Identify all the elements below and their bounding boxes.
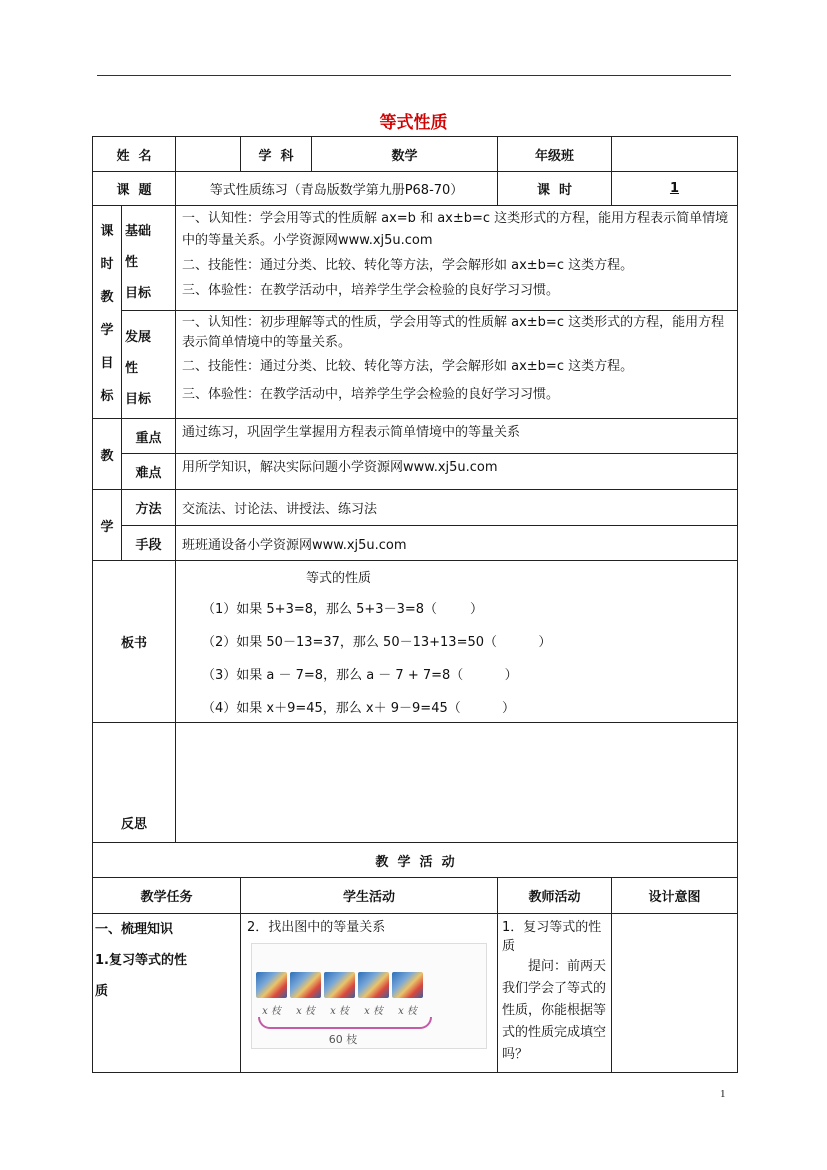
board-line: （2）如果 50－13=37，那么 50－13+13=50（ ） bbox=[202, 635, 552, 650]
teacher-activity-cell bbox=[498, 914, 612, 1073]
topic-label: 课 题 bbox=[93, 172, 176, 206]
pencil-count-label: x 枝 bbox=[364, 1006, 383, 1017]
objectives-label-char: 目 bbox=[100, 356, 114, 371]
basic-objective-item: 二、技能性：通过分类、比较、转化等方法，学会解形如 ax±b=c 这类方程。 bbox=[182, 258, 634, 273]
name-value bbox=[176, 137, 241, 172]
develop-label-line: 性 bbox=[125, 361, 139, 377]
grade-label: 年级班 bbox=[498, 137, 612, 172]
teacher-activity-text: 提问：前两天我们学会了等式的性质，你能根据等式的性质完成填空吗？ bbox=[502, 959, 607, 1062]
lesson-plan-table bbox=[92, 136, 738, 1073]
col-student-activity: 学生活动 bbox=[241, 878, 498, 914]
objectives-label-char: 标 bbox=[100, 389, 114, 404]
objectives-label-char: 课 bbox=[100, 224, 114, 239]
pencil-box-icon bbox=[324, 972, 355, 998]
period-value bbox=[612, 172, 738, 206]
pencil-count-label: x 枝 bbox=[262, 1006, 281, 1017]
difficulty-row bbox=[93, 454, 738, 490]
pencil-box-row bbox=[256, 972, 423, 998]
subject-label: 学 科 bbox=[241, 137, 312, 172]
method-label: 方法 bbox=[122, 490, 176, 526]
means-label: 手段 bbox=[122, 526, 176, 561]
page-number: 1 bbox=[720, 1088, 726, 1100]
basic-objective-label bbox=[122, 206, 176, 311]
col-design-intent: 设计意图 bbox=[612, 878, 738, 914]
reflection-row bbox=[93, 723, 738, 843]
student-activity-text: 2．找出图中的等量关系 bbox=[247, 920, 386, 935]
objectives-label-char: 教 bbox=[100, 290, 114, 305]
develop-objective-item: 三、体验性：在教学活动中，培养学生学会检验的良好学习习惯。 bbox=[182, 387, 560, 403]
board-line: （4）如果 x＋9=45，那么 x＋ 9－9=45（ ） bbox=[202, 701, 516, 716]
board-row bbox=[93, 561, 738, 723]
board-heading: 等式的性质 bbox=[306, 571, 372, 586]
basic-label-line: 性 bbox=[125, 254, 139, 270]
method-row bbox=[93, 490, 738, 526]
develop-objective-content bbox=[176, 311, 738, 419]
total-brace bbox=[258, 1017, 432, 1029]
pencil-count-label: x 枝 bbox=[330, 1006, 349, 1017]
col-teacher-activity: 教师活动 bbox=[498, 878, 612, 914]
task-cell bbox=[93, 914, 241, 1073]
header-row-1 bbox=[93, 137, 738, 172]
board-label: 板书 bbox=[93, 561, 176, 723]
develop-objective-label bbox=[122, 311, 176, 419]
basic-label-line: 基础 bbox=[125, 223, 152, 239]
topic-value: 等式性质练习（青岛版数学第九册P68-70） bbox=[176, 172, 498, 206]
period-label: 课 时 bbox=[498, 172, 612, 206]
difficulty-value: 用所学知识，解决实际问题小学资源网www.xj5u.com bbox=[176, 454, 738, 490]
basic-label-line: 目标 bbox=[125, 285, 152, 301]
pencil-count-labels bbox=[256, 1002, 423, 1017]
reflection-label: 反思 bbox=[93, 723, 176, 843]
name-label: 姓 名 bbox=[93, 137, 176, 172]
activities-header-row bbox=[93, 878, 738, 914]
activities-title-row bbox=[93, 843, 738, 878]
basic-objective-item: 一、认知性：学会用等式的性质解 ax=b 和 ax±b=c 这类形式的方程，能用方程表示简单情境中的等量关系。小学资源网www.xj5u.com bbox=[182, 211, 729, 248]
board-writing bbox=[176, 561, 737, 716]
difficulty-label: 难点 bbox=[122, 454, 176, 490]
grade-value bbox=[612, 137, 738, 172]
basic-objective-item: 三、体验性：在教学活动中，培养学生学会检验的良好学习习惯。 bbox=[182, 283, 560, 298]
board-line: （3）如果 a － 7=8，那么 a － 7 + 7=8（ ） bbox=[202, 668, 518, 683]
key-point-label: 重点 bbox=[122, 419, 176, 454]
pencil-count-label: x 枝 bbox=[398, 1006, 417, 1017]
pencil-box-icon bbox=[358, 972, 389, 998]
develop-label-line: 发展 bbox=[125, 330, 152, 346]
board-content bbox=[176, 561, 738, 723]
teaching-label-top: 教 bbox=[93, 419, 122, 490]
develop-label-line: 目标 bbox=[125, 392, 152, 408]
header-row-2 bbox=[93, 172, 738, 206]
pencil-count-label: x 枝 bbox=[296, 1006, 315, 1017]
means-row bbox=[93, 526, 738, 561]
period-number: 1 bbox=[669, 181, 680, 196]
board-line: （1）如果 5+3=8，那么 5+3－3=8（ ） bbox=[202, 602, 484, 617]
key-point-row bbox=[93, 419, 738, 454]
means-value: 班班通设备小学资源网www.xj5u.com bbox=[176, 526, 738, 561]
pencil-box-icon bbox=[290, 972, 321, 998]
header-rule bbox=[97, 75, 731, 76]
teacher-activity-heading: 1．复习等式的性质 bbox=[502, 920, 602, 954]
objectives-develop-row bbox=[93, 311, 738, 419]
objectives-section-label bbox=[93, 206, 122, 419]
student-activity-cell bbox=[241, 914, 498, 1073]
teaching-label-bottom: 学 bbox=[93, 490, 122, 561]
develop-objective-item: 二、技能性：通过分类、比较、转化等方法，学会解形如 ax±b=c 这类方程。 bbox=[182, 359, 634, 375]
subject-value: 数学 bbox=[312, 137, 498, 172]
pencil-total-label: 60 枝 bbox=[328, 1033, 358, 1046]
task-line: 一、梳理知识 bbox=[95, 922, 174, 937]
activities-content-row bbox=[93, 914, 738, 1073]
key-point-value: 通过练习，巩固学生掌握用方程表示简单情境中的等量关系 bbox=[176, 419, 738, 454]
design-intent-cell bbox=[612, 914, 738, 1073]
activities-title: 教 学 活 动 bbox=[93, 843, 738, 878]
method-value: 交流法、讨论法、讲授法、练习法 bbox=[176, 490, 738, 526]
basic-objective-content bbox=[176, 206, 738, 311]
develop-objective-item: 一、认知性：初步理解等式的性质，学会用等式的性质解 ax±b=c 这类形式的方程，能用方程表示简单情境中的等量关系。 bbox=[182, 315, 725, 351]
col-teaching-task: 教学任务 bbox=[93, 878, 241, 914]
objectives-label-char: 时 bbox=[100, 257, 114, 272]
task-line: 1.复习等式的性 bbox=[95, 953, 187, 968]
document-title: 等式性质 bbox=[379, 113, 448, 133]
objectives-label-char: 学 bbox=[100, 323, 114, 338]
reflection-value bbox=[176, 723, 738, 843]
task-line: 质 bbox=[95, 984, 109, 999]
pencil-box-icon bbox=[392, 972, 423, 998]
objectives-basic-row bbox=[93, 206, 738, 311]
pencil-boxes-image bbox=[251, 943, 487, 1049]
pencil-box-icon bbox=[256, 972, 287, 998]
